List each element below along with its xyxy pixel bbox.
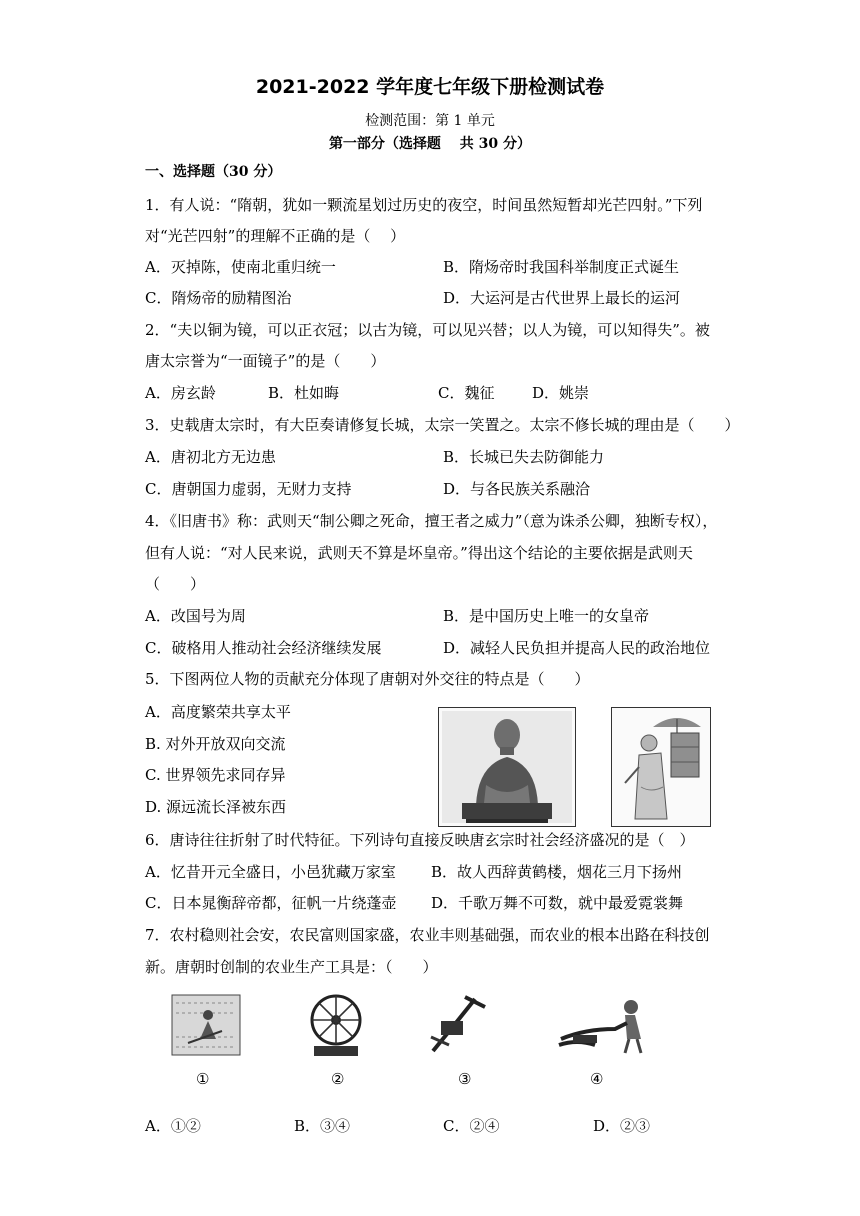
q3-line-1: 3．史载唐太宗时，有大臣奏请修复长城，太宗一笑置之。太宗不修长城的理由是（ ） (145, 416, 740, 434)
q3-option-d[interactable]: D．与各民族关系融洽 (443, 480, 591, 498)
seated-monk-statue-image (438, 707, 576, 827)
q7-option-a[interactable]: A．①② (145, 1117, 201, 1135)
q7-figure-label-3: ③ (458, 1070, 472, 1088)
q2-option-c[interactable]: C．魏征 (438, 384, 495, 402)
q5-option-b[interactable]: B. 对外开放双向交流 (145, 735, 286, 753)
exam-part: 第一部分（选择题 共 30 分） (328, 136, 532, 152)
q5-option-c[interactable]: C. 世界领先求同存异 (145, 766, 286, 784)
q7-figure-label-2: ② (331, 1070, 345, 1088)
q2-line-1: 2．“夫以铜为镜，可以正衣冠；以古为镜，可以见兴替；以人为镜，可以知得失”。被 (145, 321, 710, 339)
q3-option-c[interactable]: C．唐朝国力虚弱，无财力支持 (145, 480, 352, 498)
q5-option-a[interactable]: A．高度繁荣共享太平 (145, 703, 291, 721)
q3-option-b[interactable]: B．长城已失去防御能力 (443, 448, 605, 466)
q1-option-c[interactable]: C．隋炀帝的励精图治 (145, 289, 292, 307)
q5-line-1: 5．下图两位人物的贡献充分体现了唐朝对外交往的特点是（ ） (145, 670, 590, 688)
q7-option-d[interactable]: D．②③ (593, 1117, 651, 1135)
q5-option-d[interactable]: D. 源远流长泽被东西 (145, 798, 287, 816)
q1-option-d[interactable]: D．大运河是古代世界上最长的运河 (443, 289, 681, 307)
q7-figure-label-1: ① (196, 1070, 210, 1088)
exam-title: 2021-2022 学年度七年级下册检测试卷 (255, 76, 605, 98)
q6-option-a[interactable]: A．忆昔开元全盛日，小邑犹藏万家室 (145, 863, 396, 881)
q6-option-c[interactable]: C．日本晁衡辞帝都，征帆一片绕蓬壶 (145, 894, 397, 912)
q7-option-c[interactable]: C．②④ (443, 1117, 500, 1135)
q6-option-b[interactable]: B．故人西辞黄鹤楼，烟花三月下扬州 (431, 863, 683, 881)
q7-figure-label-4: ④ (590, 1070, 604, 1088)
farming-mural-image (170, 993, 242, 1057)
q1-line-2: 对“光芒四射”的理解不正确的是（ ） (145, 227, 406, 245)
q6-option-d[interactable]: D．千歌万舞不可数，就中最爱霓裳舞 (431, 894, 684, 912)
q4-option-d[interactable]: D．减轻人民负担并提高人民的政治地位 (443, 639, 711, 657)
q1-line-1: 1．有人说：“隋朝，犹如一颗流星划过历史的夜空，时间虽然短暂却光芒四射。”下列 (145, 196, 703, 214)
q4-option-b[interactable]: B．是中国历史上唯一的女皇帝 (443, 607, 650, 625)
q2-line-2: 唐太宗誉为“一面镜子”的是（ ） (145, 352, 386, 370)
q7-line-1: 7．农村稳则社会安，农民富则国家盛，农业丰则基础强，而农业的根本出路在科技创 (145, 926, 710, 944)
q4-line-3: （ ） (145, 575, 206, 593)
exam-scope: 检测范围：第 1 单元 (365, 113, 495, 129)
curved-plow-image (425, 993, 489, 1055)
q2-option-b[interactable]: B．杜如晦 (268, 384, 340, 402)
q4-option-a[interactable]: A．改国号为周 (145, 607, 246, 625)
q4-line-2: 但有人说：“对人民来说，武则天不算是坏皇帝。”得出这个结论的主要依据是武则天 (145, 544, 693, 562)
q3-option-a[interactable]: A．唐初北方无边患 (145, 448, 276, 466)
q2-option-d[interactable]: D．姚崇 (532, 384, 590, 402)
q1-option-a[interactable]: A．灭掉陈，使南北重归统一 (145, 258, 336, 276)
section-heading: 一、选择题（30 分） (145, 164, 282, 180)
q2-option-a[interactable]: A．房玄龄 (145, 384, 216, 402)
q7-line-2: 新。唐朝时创制的农业生产工具是：（ ） (145, 958, 438, 976)
waterwheel-image (304, 990, 368, 1060)
q4-option-c[interactable]: C．破格用人推动社会经济继续发展 (145, 639, 382, 657)
traveling-monk-image (611, 707, 711, 827)
q1-option-b[interactable]: B．隋炀帝时我国科举制度正式诞生 (443, 258, 680, 276)
farmer-plowing-image (555, 993, 651, 1055)
q4-line-1: 4．《旧唐书》称：武则天“制公卿之死命，擅王者之威力”（意为诛杀公卿，独断专权）， (145, 512, 718, 530)
q6-line-1: 6．唐诗往往折射了时代特征。下列诗句直接反映唐玄宗时社会经济盛况的是（ ） (145, 831, 695, 849)
q7-option-b[interactable]: B．③④ (294, 1117, 351, 1135)
